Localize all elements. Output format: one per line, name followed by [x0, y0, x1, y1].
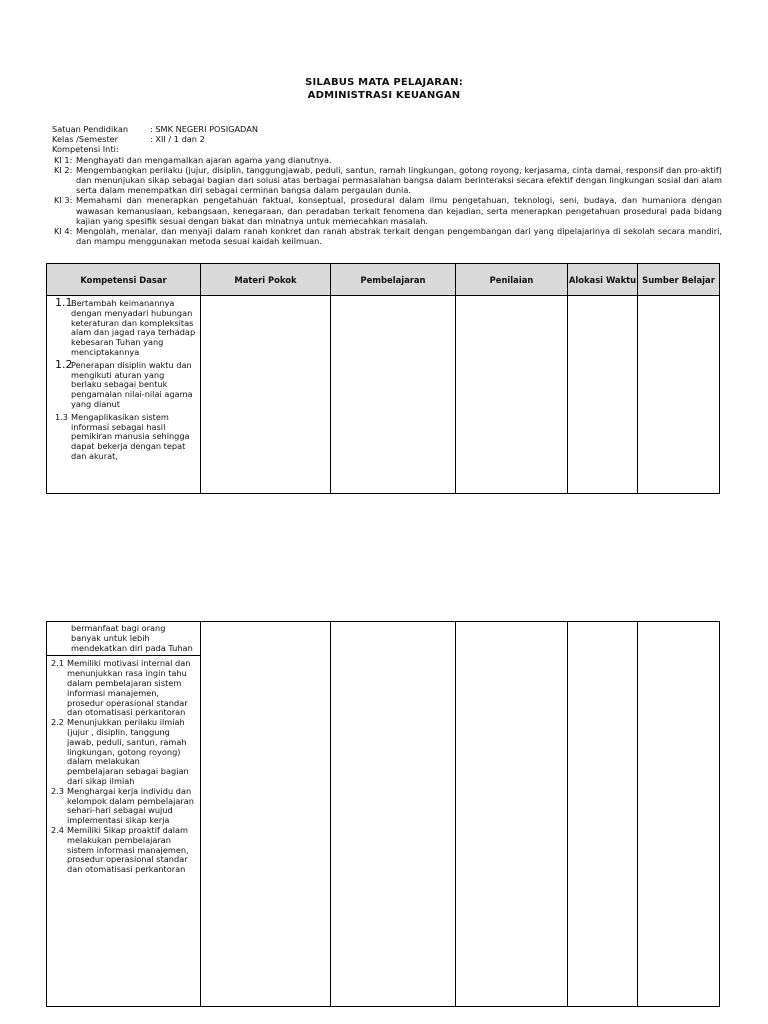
kelas-value: : XII / 1 dan 2 — [150, 134, 205, 145]
table-row — [47, 622, 720, 1007]
ki-text: Menghayati dan mengamalkan ajaran agama yang dianutnya. — [76, 154, 332, 165]
table-header-row — [47, 264, 720, 296]
kd-item — [51, 357, 196, 410]
kompetensi-dasar-cell — [47, 296, 201, 494]
satuan-value: : SMK NEGERI POSIGADAN — [150, 124, 258, 134]
kd-text: Menghargai kerja individu dan kelompok dalam pembelajaran sehari-hari sebagai wujud implementasi sikap kerja — [67, 785, 194, 826]
kd-number: 1.1 — [55, 296, 73, 309]
header-sumber-belajar: Sumber Belajar — [638, 264, 720, 296]
header-pembelajaran: Pembelajaran — [331, 264, 456, 296]
info-block — [52, 124, 722, 246]
header-materi-pokok: Materi Pokok — [201, 264, 331, 296]
header-penilaian: Penilaian — [456, 264, 568, 296]
kd-continuation-text: bermanfaat bagi orang banyak untuk lebih mendekatkan diri pada Tuhan — [71, 623, 193, 653]
penilaian-cell — [456, 622, 568, 1007]
pembelajaran-cell — [331, 296, 456, 494]
satuan-label: Satuan Pendidikan — [52, 124, 129, 134]
ki-text: Mengolah, menalar, dan menyaji dalam ranah konkret dan ranah abstrak terkait dengan pengembangan dari yang dipelajarinya di sekolah secara mandiri, dan mampu menggunakan metoda sesuai kaidah keilmuan. — [76, 226, 722, 247]
kd-number: 1.3 — [55, 411, 69, 422]
document-title: SILABUS MATA PELAJARAN: — [305, 77, 463, 88]
kompetensi-dasar-cell — [47, 622, 201, 1007]
kd-text: Memiliki Sikap proaktif dalam melakukan pembelajaran sistem informasi manajemen, prosedur operasional standar dan otomatisasi perkantoran — [67, 824, 189, 875]
kd-number: 1.2 — [55, 357, 73, 371]
kd-item — [51, 296, 196, 358]
materi-pokok-cell — [201, 622, 331, 1007]
alokasi-waktu-cell — [568, 622, 638, 1007]
kd-text: Penerapan disiplin waktu dan mengikuti aturan yang berlaku sebagai bentuk pengamalan nilai-nilai agama yang dianut — [71, 359, 193, 409]
syllabus-table-page1 — [46, 263, 720, 494]
syllabus-table-page2 — [46, 621, 720, 1007]
kd-item — [51, 826, 198, 875]
ki-label: KI 3: — [54, 195, 73, 206]
table-row — [47, 296, 720, 494]
ki-item — [52, 155, 722, 165]
kd-text: Mengaplikasikan sistem informasi sebagai hasil pemikiran manusia sehingga dapat bekerja dengan tepat dan akurat, — [71, 411, 190, 461]
kd-item — [51, 659, 198, 718]
kd-text: Bertambah keimanannya dengan menyadari hubungan keteraturan dan kompleksitas alam dan jagad raya terhadap kebesaran Tuhan yang menciptakannya — [71, 298, 196, 357]
sumber-belajar-cell — [638, 296, 720, 494]
kd-text: Menunjukkan perilaku ilmiah (jujur , disiplin, tanggung jawab, peduli, santun, ramah lingkungan, gotong royong) dalam melakukan pembelajaran sebagai bagian dari sikap ilmiah — [67, 717, 189, 786]
ki-label: KI 2: — [54, 164, 73, 175]
ki-item — [52, 165, 722, 196]
ki-label: KI 4: — [54, 226, 73, 237]
ki-item — [52, 195, 722, 226]
pembelajaran-cell — [331, 622, 456, 1007]
materi-pokok-cell — [201, 296, 331, 494]
alokasi-waktu-cell — [568, 296, 638, 494]
kd-continuation — [47, 622, 200, 656]
ki-text: Memahami dan menerapkan pengetahuan faktual, konseptual, prosedural dalam ilmu pengetahuan, teknologi, seni, budaya, dan humaniora dengan wawasan kemanusiaan, kebangsaan, kenegaraan, dan peradaban terkait fenomena dan kejadian, serta menerapkan pengetahuan prosedural pada bidang kajian yang spesifik sesuai dengan bakat dan minatnya untuk memecahkan masalah. — [76, 195, 722, 226]
kd-number: 2.3 — [51, 785, 65, 796]
kd-item — [51, 787, 198, 826]
ki-label: KI 1: — [54, 154, 73, 165]
kd-number: 2.1 — [51, 658, 65, 669]
kd-text: Memiliki motivasi internal dan menunjukkan rasa ingin tahu dalam pembelajaran sistem informasi manajemen, prosedur operasional standar dan otomatisasi perkantoran — [67, 658, 191, 718]
kd-number: 2.4 — [51, 824, 65, 835]
header-kompetensi-dasar: Kompetensi Dasar — [47, 264, 201, 296]
ki-text: Mengembangkan perilaku (jujur, disiplin, tanggungjawab, peduli, santun, ramah lingkungan, gotong royong, kerjasama, cinta damai, responsif dan pro-aktif) dan menunjukan sikap sebagai bagian dari solusi atas berbagai permasalahan bangsa dalam berinteraksi secara efektif dengan lingkungan sosial dan alam serta dalam menempatkan diri sebagai cerminan bangsa dalam pergaulan dunia. — [76, 164, 722, 196]
satuan-row — [52, 124, 722, 134]
ki-item — [52, 226, 722, 246]
kd-item — [51, 718, 198, 787]
kd-item — [51, 413, 196, 462]
document-subtitle: ADMINISTRASI KEUANGAN — [307, 90, 461, 101]
header-alokasi-waktu: Alokasi Waktu — [568, 264, 638, 296]
kompetensi-inti-label: Kompetensi Inti: — [52, 144, 119, 155]
sumber-belajar-cell — [638, 622, 720, 1007]
penilaian-cell — [456, 296, 568, 494]
kelas-label: Kelas /Semester — [52, 134, 119, 145]
kd-number: 2.2 — [51, 717, 65, 728]
kelas-row — [52, 134, 722, 144]
